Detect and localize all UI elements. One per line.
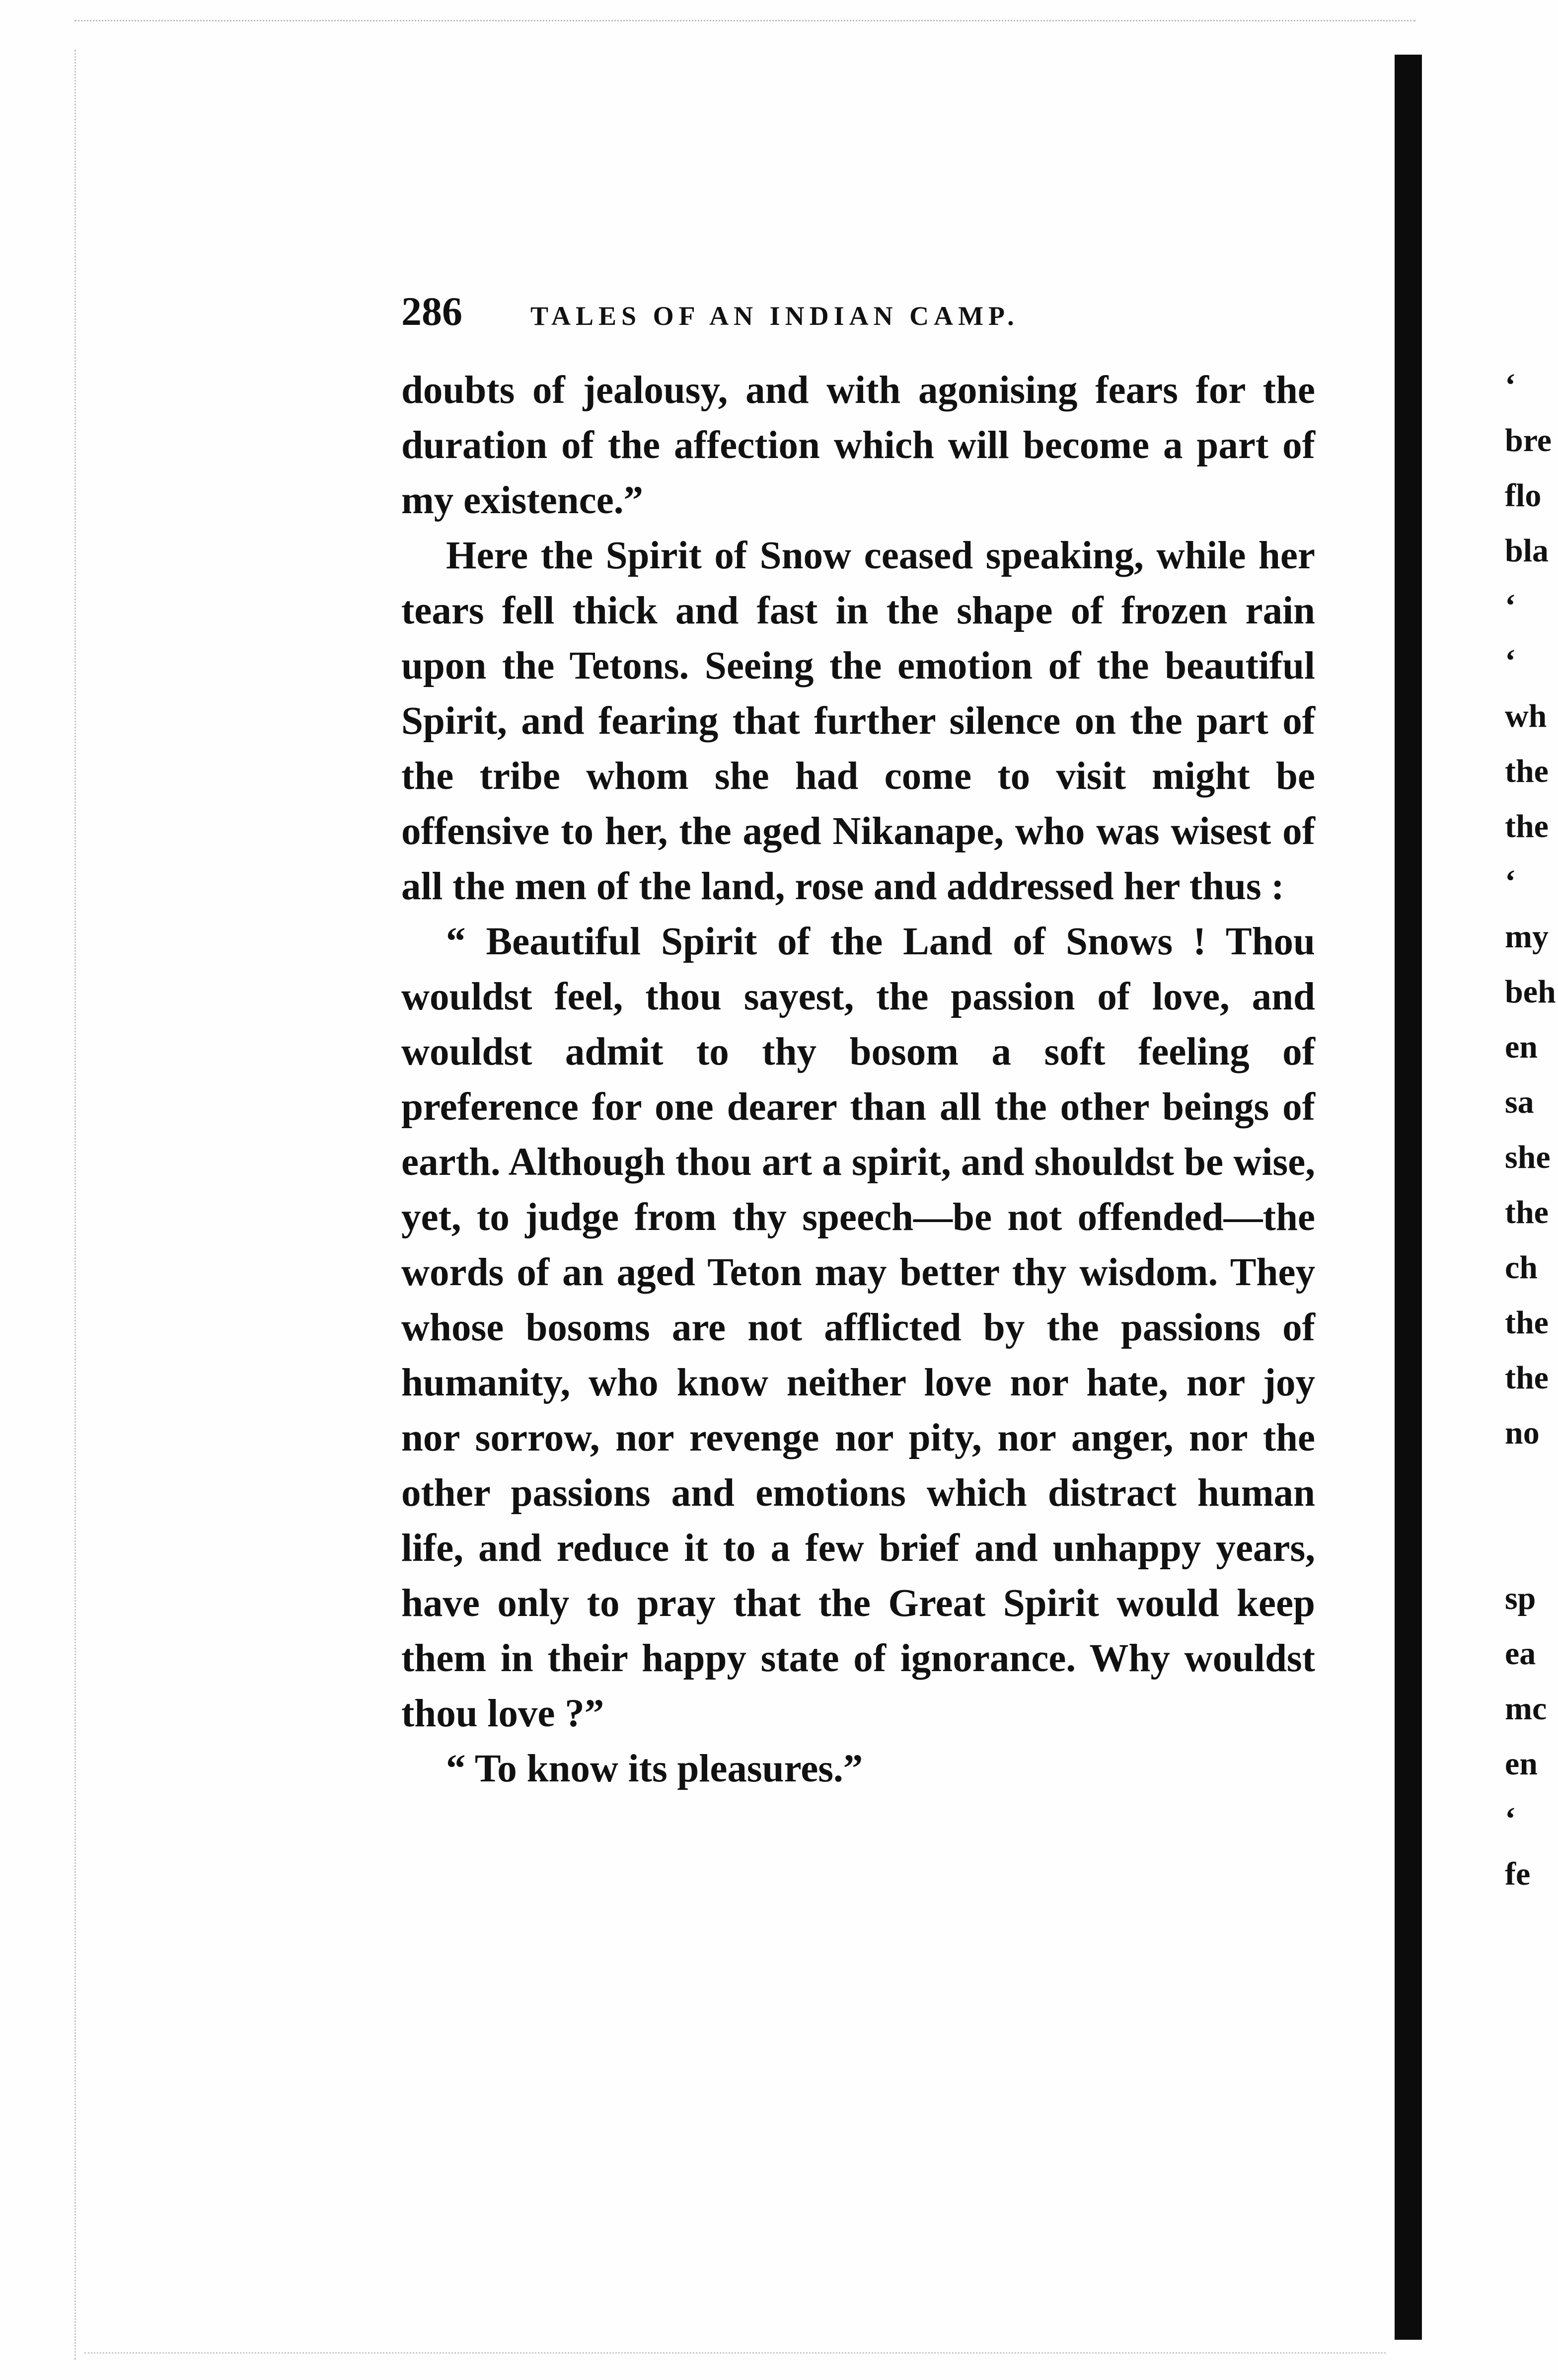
- page-number: 286: [401, 289, 462, 334]
- facing-page-fragment: the: [1505, 1194, 1549, 1230]
- facing-page-fragment: ‘: [1505, 588, 1516, 624]
- facing-page-fragment: ‘: [1505, 367, 1516, 403]
- facing-page-fragment: she: [1505, 1139, 1551, 1175]
- facing-page-fragment: en: [1505, 1029, 1538, 1065]
- facing-page-fragment: the: [1505, 753, 1549, 789]
- paragraph: “ Beautiful Spirit of the Land of Snows ! Thou wouldst feel, thou sayest, the passion of love, and wouldst admit to thy bosom a soft feeling of preference for one dearer than all the other beings of earth. Although thou art a spirit, and shouldst be wise, yet, to judge from thy speech—be not offended—the words of an aged Teton may better thy wisdom. They whose bosoms are not afflicted by the passions of humanity, who know neither love nor hate, nor joy nor sorrow, nor revenge nor pity, nor anger, nor the other passions and emotions which distract human life, and reduce it to a few brief and unhappy years, have only to pray that the Great Spirit would keep them in their happy state of ignorance. Why wouldst thou love ?”: [401, 920, 1315, 1735]
- facing-page-fragment: beh: [1505, 974, 1556, 1010]
- facing-page-fragment: ‘: [1505, 643, 1516, 679]
- facing-page-fragment: the: [1505, 808, 1549, 845]
- facing-page-fragment: ‘: [1505, 1801, 1516, 1837]
- page-text-block: [401, 288, 1315, 1796]
- facing-page-fragment: the: [1505, 1305, 1549, 1341]
- paragraph: “ To know its pleasures.”: [446, 1747, 863, 1790]
- running-header: [401, 288, 1315, 363]
- facing-page-fragment: bre: [1505, 422, 1552, 459]
- facing-page-fragments: [1505, 358, 1558, 1902]
- facing-page-fragment: wh: [1505, 698, 1547, 734]
- facing-page-fragment: mc: [1505, 1690, 1547, 1727]
- facing-page-fragment: en: [1505, 1746, 1538, 1782]
- page-edge-bottom: [84, 2352, 1386, 2359]
- facing-page-fragment: bla: [1505, 533, 1549, 569]
- facing-page-fragment: flo: [1505, 477, 1542, 514]
- facing-page-fragment: ‘: [1505, 863, 1516, 900]
- page-edge-top: [74, 20, 1415, 30]
- facing-page-fragment: [1505, 1516, 1558, 1571]
- facing-page-fragment: ea: [1505, 1635, 1536, 1672]
- facing-page-fragment: ch: [1505, 1249, 1538, 1286]
- facing-page-fragment: fe: [1505, 1856, 1531, 1892]
- facing-page-fragment: my: [1505, 919, 1549, 955]
- paragraph: Here the Spirit of Snow ceased speaking, while her tears fell thick and fast in the shape of frozen rain upon the Tetons. Seeing the emotion of the beautiful Spirit, and fearing that further silence on the part of the tribe whom she had come to visit might be offensive to her, the aged Nikanape, who was wisest of all the men of the land, rose and addressed her thus :: [401, 534, 1315, 908]
- book-gutter-shadow: [1395, 55, 1422, 2340]
- facing-page-fragment: [1505, 1460, 1558, 1516]
- page-edge-left: [74, 50, 86, 2360]
- facing-page-fragment: sa: [1505, 1084, 1534, 1120]
- facing-page-fragment: sp: [1505, 1580, 1536, 1616]
- facing-page-fragment: the: [1505, 1360, 1549, 1396]
- paragraph: doubts of jealousy, and with agonising fears for the duration of the affection which will become a part of my existence.”: [401, 369, 1315, 522]
- body-text: [401, 363, 1315, 1796]
- facing-page-fragment: no: [1505, 1415, 1540, 1451]
- running-title: TALES OF AN INDIAN CAMP.: [530, 301, 1019, 331]
